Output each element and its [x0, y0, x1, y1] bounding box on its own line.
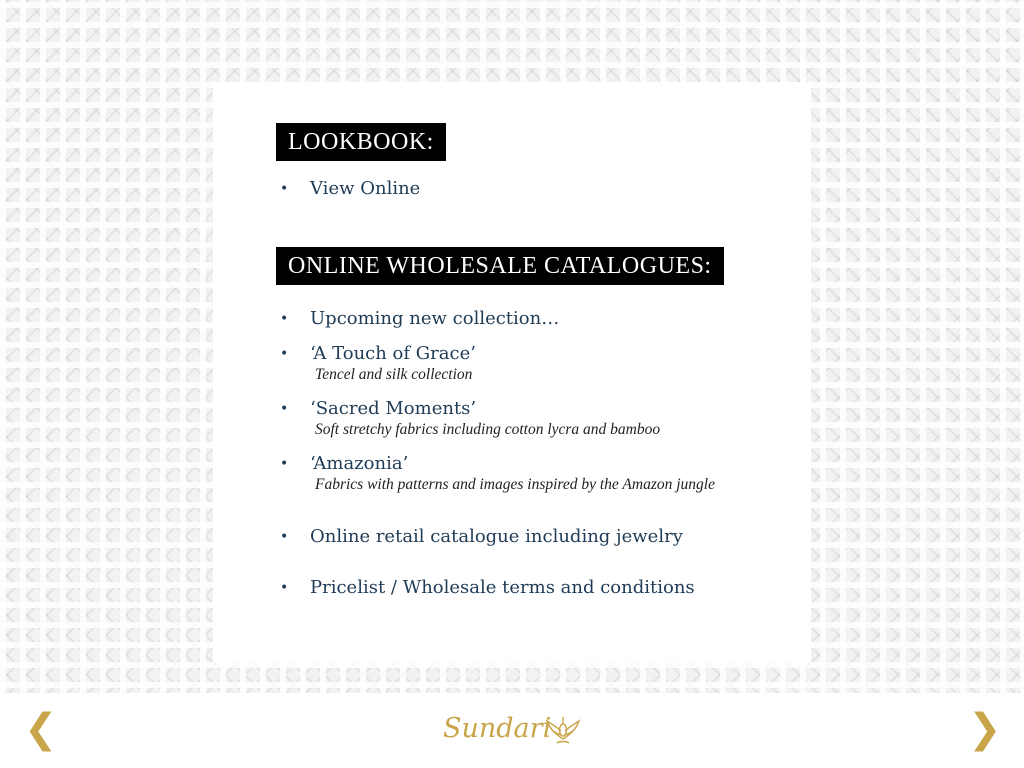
item-description: Fabrics with patterns and images inspired by the Amazon jungle [315, 476, 715, 493]
item-description: Soft stretchy fabrics including cotton lycra and bamboo [315, 421, 661, 438]
sacred-moments-link[interactable]: ‘Sacred Moments’ [310, 398, 477, 419]
list-item [276, 397, 796, 439]
bullet: • [280, 346, 289, 362]
bullet: • [280, 456, 289, 472]
upcoming-collection-link[interactable]: Upcoming new collection… [310, 308, 560, 329]
list-item [276, 177, 796, 201]
winged-emblem-icon [543, 713, 583, 747]
bullet: • [280, 311, 289, 327]
chevron-left-icon[interactable]: ❮ [24, 706, 58, 752]
bullet: • [280, 401, 289, 417]
catalogues-heading: ONLINE WHOLESALE CATALOGUES: [276, 247, 724, 285]
bullet: • [280, 580, 289, 596]
list-item [276, 342, 796, 384]
item-description: Tencel and silk collection [315, 366, 473, 383]
bullet: • [280, 529, 289, 545]
chevron-right-icon[interactable]: ❯ [968, 706, 1002, 752]
lookbook-heading: LOOKBOOK: [276, 123, 446, 161]
content-card [213, 82, 811, 662]
retail-catalogue-link[interactable]: Online retail catalogue including jewelry [310, 526, 683, 547]
amazonia-link[interactable]: ‘Amazonia’ [310, 453, 409, 474]
logo-text: Sundari [443, 713, 552, 744]
list-item [276, 525, 796, 549]
list-item [276, 307, 796, 331]
view-online-link[interactable]: View Online [310, 178, 421, 199]
brand-logo[interactable] [443, 709, 593, 753]
touch-of-grace-link[interactable]: ‘A Touch of Grace’ [310, 343, 476, 364]
bullet: • [280, 181, 289, 197]
list-item [276, 452, 796, 494]
pricelist-link[interactable]: Pricelist / Wholesale terms and conditions [310, 577, 695, 598]
footer-bar [0, 693, 1024, 768]
list-item [276, 576, 796, 600]
